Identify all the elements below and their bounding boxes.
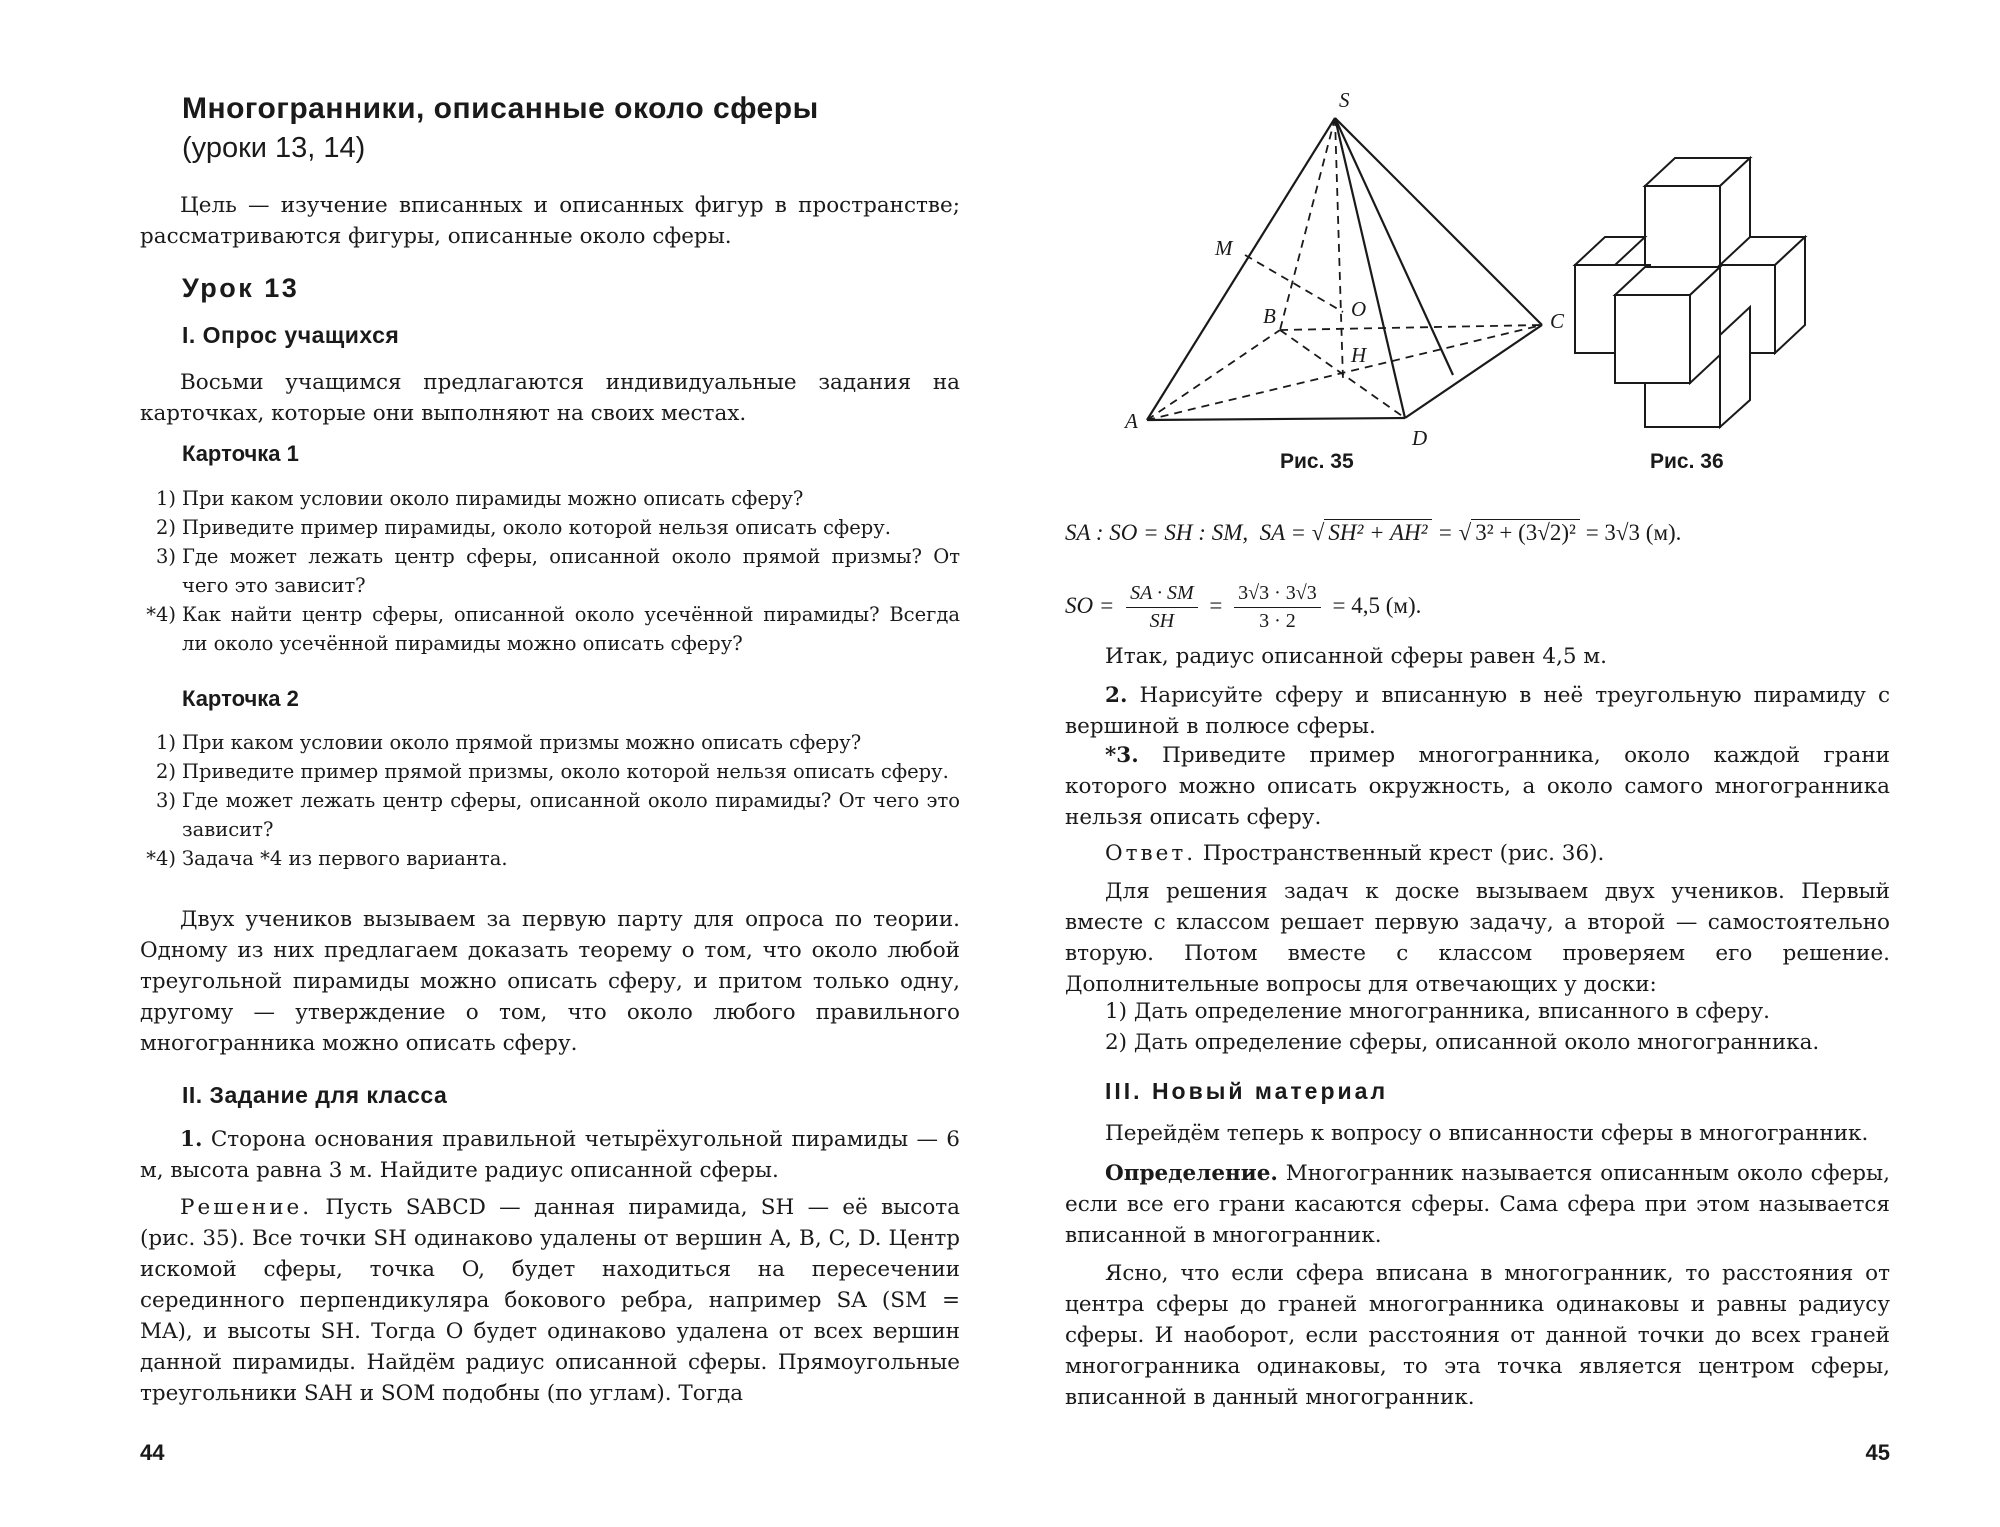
card-1-list (140, 484, 960, 658)
card-2-title: Карточка 2 (182, 686, 299, 711)
board-paragraph: Для решения задач к доске вызываем двух учеников. Первый вместе с классом решает первую задачу, а второй — самостоятельно вторую. Потом вместе с классом проверяем его решение. Дополнительные вопросы для отвечающих у доски: (1065, 879, 1890, 997)
page-subtitle: (уроки 13, 14) (182, 132, 366, 164)
section-1-heading: I. Опрос учащихся (182, 322, 400, 348)
label-H: H (1351, 343, 1367, 367)
task-number: 1. (180, 1127, 203, 1152)
board-questions-list (1065, 996, 1890, 1058)
edge-SC (1335, 118, 1542, 325)
card-2-list (140, 728, 960, 873)
perp-MO (1245, 255, 1343, 312)
height-SH (1335, 118, 1343, 380)
list-item: 2) Дать определение сферы, описанной около многогранника. (1105, 1030, 1820, 1055)
task-number: *3. (1105, 743, 1139, 768)
formula-1: SA : SO = SH : SM, SA = √ SH² + AH² = √ 3² + (3√2)² = 3√3 (м). (1065, 520, 1682, 545)
left-page (140, 0, 960, 1527)
edge-DC (1405, 325, 1542, 418)
list-item: *4) Задача *4 из первого варианта. (146, 847, 508, 870)
edge-AB (1147, 330, 1280, 420)
label-A: A (1125, 409, 1138, 433)
edge-SX (1335, 118, 1453, 375)
section-1-text: Восьми учащимся предлагаются индивидуальные задания на карточках, которые они выполняют на своих местах. (140, 370, 960, 426)
formula-2: SO = $\frac{SA \cdot SM}{SH}$ = $\frac{3√3 \cdot 3√3}{3 \cdot 2}$ = 4,5 (м). (1065, 582, 1422, 632)
list-item: 2) Приведите пример пирамиды, около которой нельзя описать сферу. (155, 516, 891, 539)
goal-paragraph: Цель — изучение вписанных и описанных фигур в пространстве; рассматриваются фигуры, описанные около сферы. (140, 193, 960, 249)
label-B: B (1263, 304, 1276, 328)
definition-paragraph: Определение. Многогранник называется описанным около сферы, если все его грани касаются сферы. Сама сфера при этом называется вписанной в многогранник. (1065, 1161, 1890, 1248)
pyramid-figure (1115, 80, 1635, 460)
diag-AC (1147, 325, 1542, 420)
list-item: 1) Дать определение многогранника, вписанного в сферу. (1105, 999, 1770, 1024)
edge-BC (1280, 325, 1542, 330)
list-item: 2) Приведите пример прямой призмы, около которой нельзя описать сферу. (155, 760, 949, 783)
task-3-paragraph: *3. Приведите пример многогранника, около каждой грани которого можно описать окружность, а около самого многогранника нельзя описать сферу. (1065, 743, 1890, 830)
page-number-right: 45 (1865, 1440, 1890, 1465)
task-1-paragraph: 1. Сторона основания правильной четырёхугольной пирамиды — 6 м, высота равна 3 м. Найдите радиус описанной сферы. (140, 1127, 960, 1183)
answer-3-paragraph: Ответ. Пространственный крест (рис. 36). (1105, 841, 1605, 866)
label-D: D (1412, 426, 1428, 450)
list-item: 1) При каком условии около пирамиды можно описать сферу? (155, 487, 804, 510)
figure-36-caption: Рис. 36 (1650, 450, 1724, 473)
section-2-heading: II. Задание для класса (182, 1082, 448, 1108)
page-number-left: 44 (140, 1440, 165, 1465)
label-M: M (1215, 236, 1233, 260)
list-item: 3) Где может лежать центр сферы, описанной около прямой призмы? От чего это зависит? (155, 545, 960, 597)
page-title: Многогранники, описанные около сферы (182, 92, 819, 125)
edge-SA (1147, 118, 1335, 420)
edge-AD (1147, 418, 1405, 420)
solution-paragraph: Решение. Пусть SABCD — данная пирамида, SH — её высота (рис. 35). Все точки SH одинаково удалены от вершин A, B, C, D. Центр искомой сферы, точка O, будет находиться на пересечении серединного перпендикуляра бокового ребра, например SA (SM = MA), и высоты SH. Тогда O будет одинаково удалена от всех вершин данной пирамиды. Найдём радиус описанной сферы. Прямоугольные треугольники SAH и SOM подобны (по углам). Тогда (140, 1195, 960, 1406)
cross-figure (1570, 150, 1850, 440)
answer-label: Ответ. (1105, 841, 1197, 866)
new-material-intro: Перейдём теперь к вопросу о вписанности сферы в многогранник. (1105, 1121, 1869, 1146)
list-item: *4) Как найти центр сферы, описанной около усечённой пирамиды? Всегда ли около усечённой пирамиды можно описать сферу? (146, 603, 960, 655)
definition-label: Определение. (1105, 1161, 1278, 1186)
figure-35-caption: Рис. 35 (1280, 450, 1354, 473)
right-page (1065, 0, 1890, 1527)
edge-SB (1280, 118, 1335, 330)
task-number: 2. (1105, 683, 1128, 708)
answer-1-paragraph: Итак, радиус описанной сферы равен 4,5 м. (1105, 644, 1607, 669)
theory-paragraph: Двух учеников вызываем за первую парту для опроса по теории. Одному из них предлагаем доказать теорему о том, что около любой треугольной пирамиды можно описать сферу, и притом только одну, другому — утверждение о том, что около любого правильного многогранника можно описать сферу. (140, 907, 960, 1056)
solution-label: Решение. (180, 1195, 313, 1220)
card-1-title: Карточка 1 (182, 441, 299, 466)
task-2-paragraph: 2. Нарисуйте сферу и вписанную в неё треугольную пирамиду с вершиной в полюсе сферы. (1065, 683, 1890, 739)
section-3-heading: III. Новый материал (1105, 1078, 1389, 1104)
label-O: O (1351, 297, 1367, 321)
label-S: S (1339, 88, 1350, 112)
clear-paragraph: Ясно, что если сфера вписана в многогранник, то расстояния от центра сферы до граней многогранника одинаковы и равны радиусу сферы. И наоборот, если расстояния от данной точки до всех граней многогранника одинаковы, то эта точка является центром сферы, вписанной в данный многогранник. (1065, 1261, 1890, 1410)
label-C: C (1550, 309, 1565, 333)
list-item: 3) Где может лежать центр сферы, описанной около пирамиды? От чего это зависит? (155, 789, 960, 841)
list-item: 1) При каком условии около прямой призмы можно описать сферу? (155, 731, 862, 754)
lesson-heading: Урок 13 (182, 273, 300, 303)
